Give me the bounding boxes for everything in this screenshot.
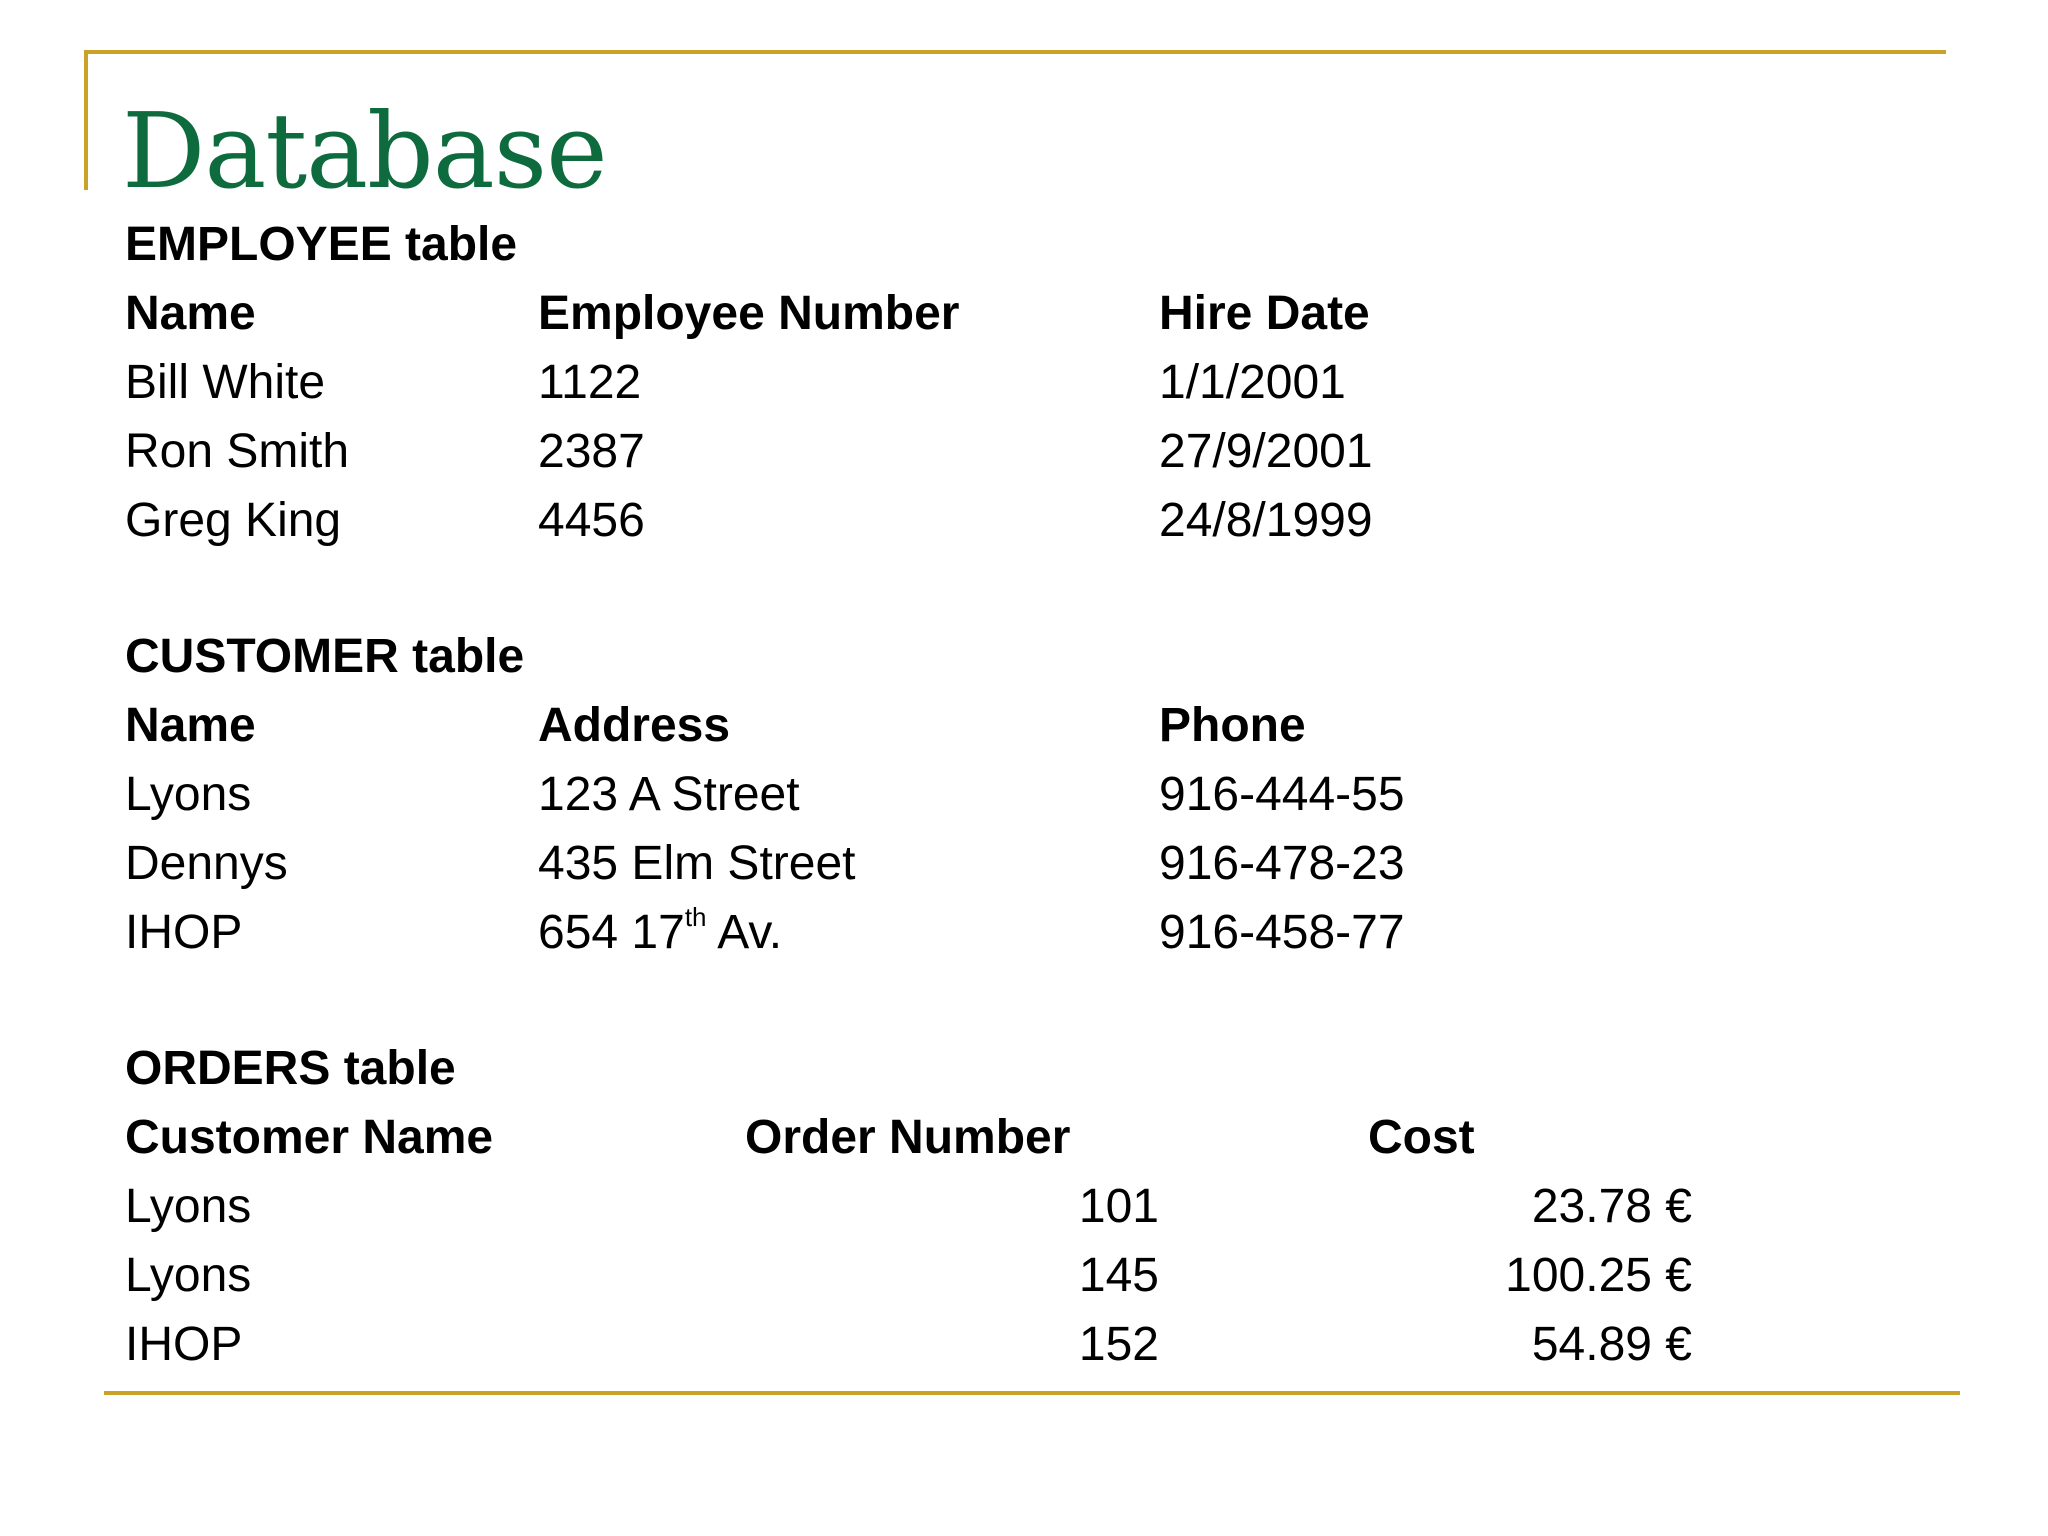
table-row	[125, 1172, 1692, 1241]
column-header: Name	[125, 699, 256, 752]
table-cell: IHOP	[125, 1318, 243, 1371]
column-header: Employee Number	[538, 287, 960, 340]
table-row	[125, 417, 1625, 486]
table-cell: 916-478-23	[1159, 837, 1405, 890]
ordinal-suffix: th	[684, 902, 707, 932]
table-cell: 145	[1078, 1249, 1159, 1302]
orders-table	[125, 1034, 1692, 1379]
table-cell: 916-458-77	[1159, 906, 1405, 959]
table-cell: 27/9/2001	[1159, 425, 1373, 478]
table-cell: 100.25 €	[1505, 1249, 1692, 1302]
column-header: Address	[538, 699, 731, 752]
table-cell: 2387	[538, 425, 645, 478]
slide-title: Database	[122, 90, 607, 212]
table-row	[125, 898, 1625, 967]
table-cell: IHOP	[125, 906, 243, 959]
table-cell: 24/8/1999	[1159, 494, 1373, 547]
table-cell: 1122	[538, 356, 642, 409]
table-cell: Lyons	[125, 768, 252, 821]
table-cell: Ron Smith	[125, 425, 350, 478]
address-street: Av.	[706, 906, 783, 959]
table-cell: Dennys	[125, 837, 288, 890]
table-cell: 123 A Street	[538, 768, 800, 821]
table-row	[125, 486, 1625, 555]
bottom-accent-rule	[104, 1391, 1960, 1395]
table-cell: Lyons	[125, 1249, 252, 1302]
table-cell: 435 Elm Street	[538, 837, 856, 890]
orders-table-header	[125, 1103, 1625, 1172]
table-cell: 152	[1078, 1318, 1159, 1371]
table-cell: 23.78 €	[1531, 1180, 1692, 1233]
address-number: 654 17	[538, 906, 685, 959]
table-cell: Bill White	[125, 356, 326, 409]
column-header: Customer Name	[125, 1111, 494, 1164]
table-cell: 54.89 €	[1531, 1318, 1692, 1371]
table-row	[125, 760, 1625, 829]
top-accent-rule	[84, 50, 1946, 54]
column-header: Phone	[1159, 699, 1306, 752]
table-cell: 1/1/2001	[1159, 356, 1346, 409]
table-cell-address	[538, 898, 782, 967]
table-row	[125, 348, 1625, 417]
table-cell: Greg King	[125, 494, 342, 547]
table-row	[125, 1241, 1692, 1310]
column-header: Cost	[1368, 1111, 1475, 1164]
employee-table-title: EMPLOYEE table	[125, 218, 518, 271]
customer-table	[125, 622, 1625, 967]
table-cell: 916-444-55	[1159, 768, 1405, 821]
table-cell: 101	[1078, 1180, 1159, 1233]
customer-table-header	[125, 691, 1625, 760]
orders-table-title: ORDERS table	[125, 1042, 456, 1095]
column-header: Name	[125, 287, 256, 340]
left-accent-rule	[84, 50, 88, 190]
column-header: Hire Date	[1159, 287, 1370, 340]
customer-table-title: CUSTOMER table	[125, 630, 525, 683]
employee-table	[125, 210, 1625, 555]
column-header: Order Number	[745, 1111, 1071, 1164]
table-cell: Lyons	[125, 1180, 252, 1233]
employee-table-header	[125, 279, 1625, 348]
table-row	[125, 1310, 1692, 1379]
table-cell: 4456	[538, 494, 645, 547]
table-row	[125, 829, 1625, 898]
